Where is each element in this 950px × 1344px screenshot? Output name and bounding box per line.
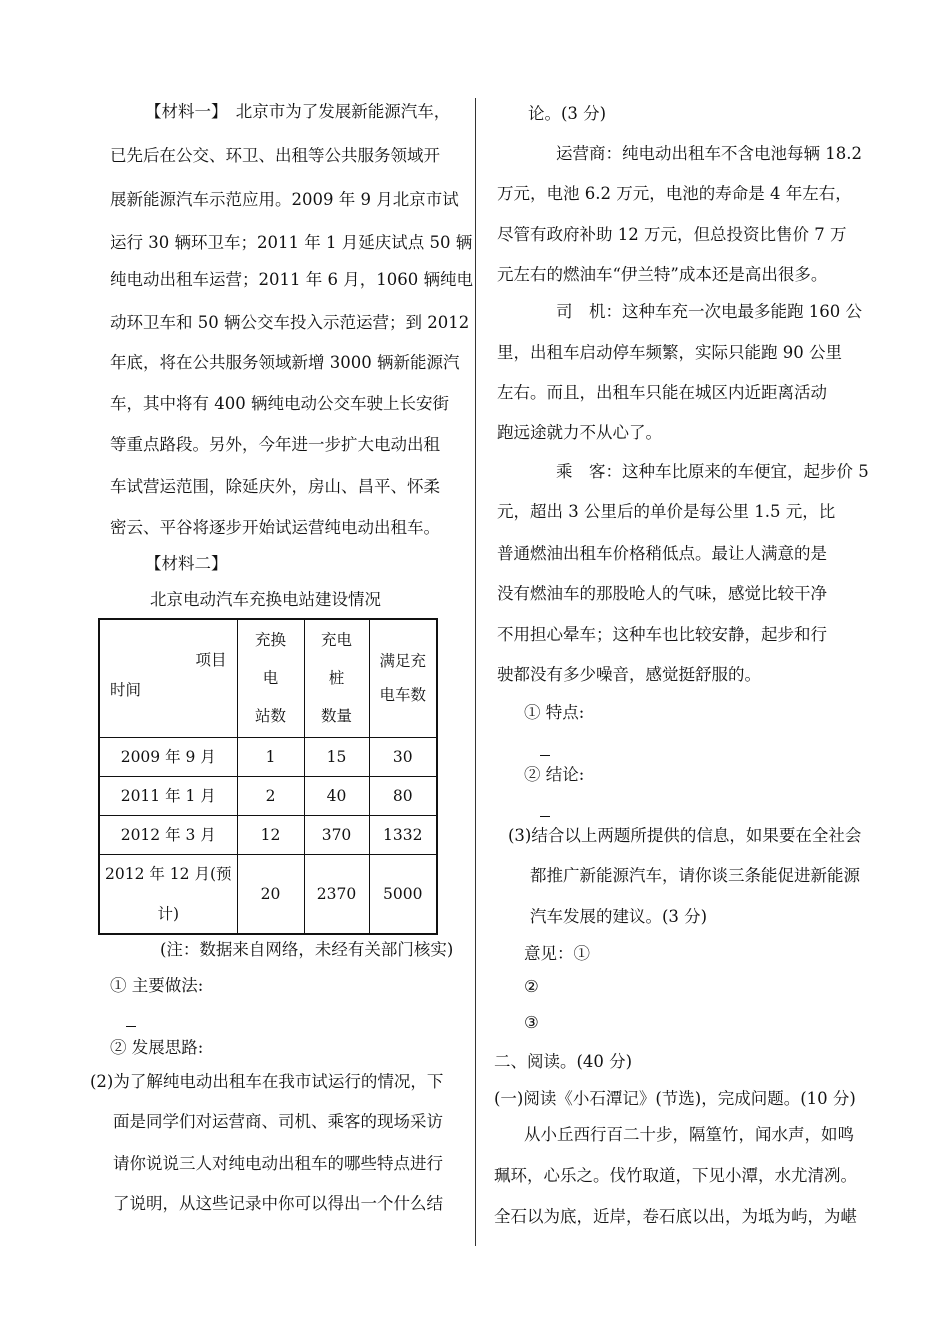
material1-line-9: 等重点路段。另外，今年进一步扩大电动出租	[110, 435, 440, 454]
header-time-label: 时间	[110, 681, 142, 699]
header-cars-l2: 电车数	[379, 686, 426, 705]
header-cars-l1: 满足充	[379, 652, 426, 671]
material2-label: 【材料二】	[145, 554, 228, 573]
material1-line-5: 纯电动出租车运营；2011 年 6 月，1060 辆纯电	[110, 270, 473, 289]
row-cars: 1332	[369, 815, 437, 854]
row-stations: 12	[237, 815, 304, 854]
material1-line-7: 年底，将在公共服务领域新增 3000 辆新能源汽	[110, 353, 460, 372]
part2-line-1: (2)为了解纯电动出租车在我市试运行的情况，下	[90, 1072, 444, 1091]
answer-conclusion: ② 结论:	[524, 765, 585, 784]
material1-line-8: 车，其中将有 400 辆纯电动公交车驶上长安街	[110, 394, 449, 413]
material1-line-6: 动环卫车和 50 辆公交车投入示范运营；到 2012	[110, 313, 470, 332]
opinion-1: 意见：①	[524, 944, 590, 963]
answer-blank-3[interactable]	[540, 802, 550, 821]
header-piles-l3: 数量	[320, 707, 352, 726]
passage-line-2: 珮环，心乐之。伐竹取道，下见小潭，水尤清冽。	[494, 1166, 857, 1185]
header-stations-l1: 充换	[254, 631, 286, 650]
table-row	[99, 854, 437, 934]
material1-line-2: 已先后在公交、环卫、出租等公共服务领域开	[110, 146, 440, 165]
passenger-line-1: 乘 客：这种车比原来的车便宜，起步价 5	[556, 462, 869, 481]
passenger-line-4: 没有燃油车的那股呛人的气味，感觉比较干净	[497, 584, 827, 603]
material1-line-4: 运行 30 辆环卫车；2011 年 1 月延庆试点 50 辆	[110, 233, 473, 252]
material1-line-3: 展新能源汽车示范应用。2009 年 9 月北京市试	[110, 190, 459, 209]
header-stations-l2: 电	[262, 669, 279, 688]
operator-line-1: 运营商：纯电动出租车不含电池每辆 18.2	[556, 144, 862, 163]
table-row	[99, 776, 437, 815]
header-stations-l3: 站数	[254, 707, 286, 726]
row-stations: 1	[237, 737, 304, 776]
header-diagonal-cell	[99, 619, 237, 737]
column-divider	[475, 98, 476, 1246]
passage-line-3: 全石以为底，近岸，卷石底以出，为坻为屿，为嵁	[494, 1207, 857, 1226]
row-time-l2: 计)	[157, 904, 180, 923]
driver-line-3: 左右。而且，出租车只能在城区内近距离活动	[497, 383, 827, 402]
table-row	[99, 815, 437, 854]
charging-station-table	[98, 618, 438, 935]
operator-line-4: 元左右的燃油车“伊兰特”成本还是高出很多。	[497, 265, 828, 284]
row-time: 2011 年 1 月	[99, 776, 237, 815]
row-cars: 5000	[369, 854, 437, 934]
opinion-2: ②	[524, 977, 539, 996]
header-stations	[237, 619, 304, 737]
material1-line-10: 车试营运范围，除延庆外，房山、昌平、怀柔	[110, 477, 440, 496]
row-piles: 2370	[304, 854, 369, 934]
row-stations: 20	[237, 854, 304, 934]
driver-line-2: 里，出租车启动停车频繁，实际只能跑 90 公里	[497, 343, 842, 362]
row-time: 2012 年 3 月	[99, 815, 237, 854]
section-2-1-heading: (一)阅读《小石潭记》(节选)，完成问题。(10 分)	[494, 1089, 856, 1108]
row-stations: 2	[237, 776, 304, 815]
answer-blank-2[interactable]	[540, 741, 550, 760]
header-piles-l2: 桩	[328, 669, 345, 688]
opinion-3: ③	[524, 1013, 539, 1032]
material1-line-1: 【材料一】 北京市为了发展新能源汽车，	[145, 102, 451, 121]
row-piles: 15	[304, 737, 369, 776]
part3-line-1: (3)结合以上两题所提供的信息，如果要在全社会	[508, 826, 862, 845]
part3-line-2: 都推广新能源汽车，请你谈三条能促进新能源	[530, 866, 860, 885]
row-cars: 30	[369, 737, 437, 776]
operator-line-3: 尽管有政府补助 12 万元，但总投资比售价 7 万	[497, 225, 847, 244]
header-piles	[304, 619, 369, 737]
passenger-line-3: 普通燃油出租车价格稍低点。最让人满意的是	[497, 544, 827, 563]
table-header-row	[99, 619, 437, 737]
passage-line-1: 从小丘西行百二十步，隔篁竹，闻水声，如鸣	[524, 1125, 854, 1144]
question-main-practice: ① 主要做法:	[110, 976, 204, 995]
table-row	[99, 737, 437, 776]
part3-line-3: 汽车发展的建议。(3 分)	[530, 907, 708, 926]
part2-line-3: 请你说说三人对纯电动出租车的哪些特点进行	[113, 1154, 443, 1173]
table-note: (注：数据来自网络，未经有关部门核实)	[160, 940, 454, 959]
row-cars: 80	[369, 776, 437, 815]
driver-line-1: 司 机：这种车充一次电最多能跑 160 公	[556, 302, 862, 321]
header-piles-l1: 充电	[320, 631, 352, 650]
row-time	[99, 854, 237, 934]
material1-line-11: 密云、平谷将逐步开始试运营纯电动出租车。	[110, 518, 440, 537]
header-item-label: 项目	[195, 651, 227, 669]
row-piles: 370	[304, 815, 369, 854]
question-development: ② 发展思路:	[110, 1038, 204, 1057]
part2-line-4: 了说明，从这些记录中你可以得出一个什么结	[113, 1194, 443, 1213]
passenger-line-5: 不用担心晕车；这种车也比较安静，起步和行	[497, 625, 827, 644]
passenger-line-2: 元，超出 3 公里后的单价是每公里 1.5 元，比	[497, 502, 836, 521]
section-2-heading: 二、阅读。(40 分)	[494, 1052, 633, 1071]
header-cars	[369, 619, 437, 737]
part2-line-2: 面是同学们对运营商、司机、乘客的现场采访	[113, 1112, 443, 1131]
table-title: 北京电动汽车充换电站建设情况	[150, 590, 381, 609]
operator-line-2: 万元，电池 6.2 万元，电池的寿命是 4 年左右，	[497, 184, 852, 203]
row-piles: 40	[304, 776, 369, 815]
row-time: 2009 年 9 月	[99, 737, 237, 776]
answer-blank-1[interactable]	[126, 1012, 136, 1031]
row-time-l1: 2012 年 12 月(预	[105, 864, 232, 883]
passenger-line-6: 驶都没有多少噪音，感觉挺舒服的。	[497, 665, 761, 684]
conclusion-cont: 论。(3 分)	[528, 104, 607, 123]
answer-features: ① 特点:	[524, 703, 585, 722]
driver-line-4: 跑远途就力不从心了。	[497, 423, 662, 442]
